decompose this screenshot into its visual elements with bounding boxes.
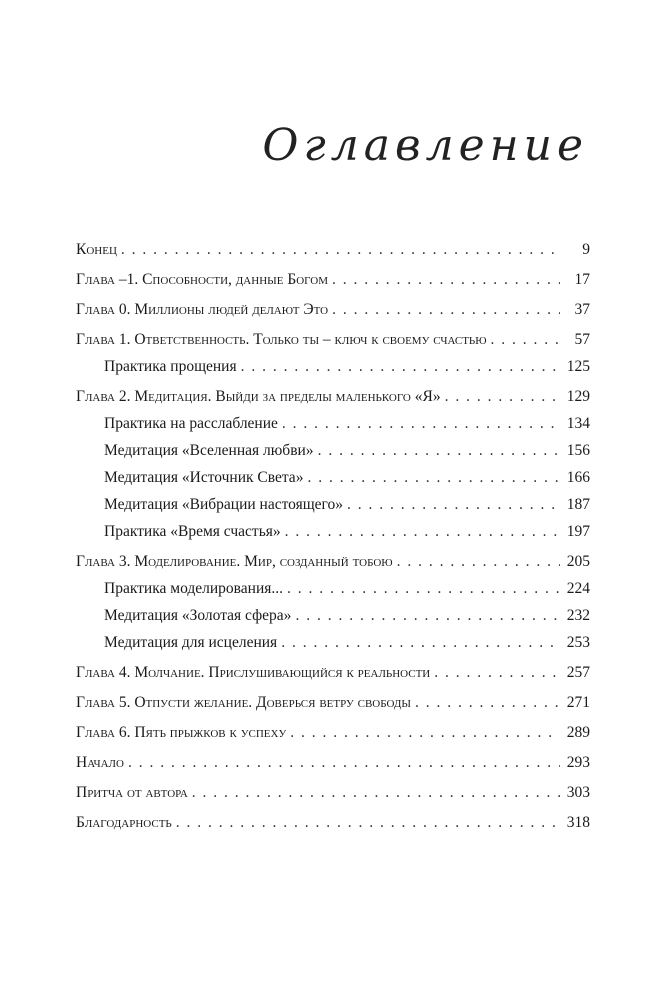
- toc-entry-title: Практика на расслабление: [104, 415, 278, 432]
- toc-subentry: [76, 353, 590, 380]
- toc-entry: [76, 719, 590, 746]
- toc-entry: [76, 326, 590, 353]
- dot-leader: [290, 719, 560, 746]
- toc-page-number: 125: [566, 358, 590, 375]
- toc-subentry: [76, 491, 590, 518]
- toc-entry-title: Конец: [76, 241, 117, 258]
- toc-entry: [76, 548, 590, 575]
- toc-entry: [76, 659, 590, 686]
- toc-entry: [76, 749, 590, 776]
- toc-entry: [76, 779, 590, 806]
- toc-entry: [76, 689, 590, 716]
- toc-entry-title: Медитация «Золотая сфера»: [104, 607, 292, 624]
- toc-entry-title: Практика прощения: [104, 358, 237, 375]
- dot-leader: [347, 491, 560, 518]
- toc-entry-title: Глава 3. Моделирование. Мир, созданный тобою: [76, 553, 393, 570]
- page-title: Оглавление: [262, 120, 588, 171]
- toc-page-number: 318: [566, 814, 590, 831]
- toc-page-number: 187: [566, 496, 590, 513]
- toc-entry-title: Глава –1. Способности, данные Богом: [76, 271, 328, 288]
- toc-subentry: [76, 518, 590, 545]
- toc-entry-title: Начало: [76, 754, 124, 771]
- toc-entry-title: Глава 2. Медитация. Выйди за пределы маленького «Я»: [76, 388, 441, 405]
- dot-leader: [176, 809, 560, 836]
- toc-entry-title: Медитация «Вселенная любви»: [104, 442, 314, 459]
- toc-entry-title: Медитация «Вибрации настоящего»: [104, 496, 344, 513]
- dot-leader: [491, 326, 560, 353]
- dot-leader: [241, 353, 560, 380]
- dot-leader: [434, 659, 560, 686]
- dot-leader: [332, 266, 560, 293]
- dot-leader: [332, 296, 560, 323]
- dot-leader: [282, 410, 560, 437]
- toc-page-number: 232: [566, 607, 590, 624]
- toc-entry-title: Притча от автора: [76, 784, 188, 801]
- toc-subentry: [76, 410, 590, 437]
- toc-page-number: 293: [566, 754, 590, 771]
- dot-leader: [295, 602, 560, 629]
- toc-page-number: 9: [582, 241, 590, 258]
- dot-leader: [415, 689, 560, 716]
- toc-subentry: [76, 629, 590, 656]
- toc-entry: [76, 809, 590, 836]
- toc-entry: [76, 383, 590, 410]
- toc-page-number: 271: [566, 694, 590, 711]
- toc-entry: [76, 296, 590, 323]
- toc-page-number: 197: [566, 523, 590, 540]
- table-of-contents: [76, 236, 590, 836]
- toc-entry-title: Глава 1. Ответственность. Только ты – ключ к своему счастью: [76, 331, 487, 348]
- dot-leader: [397, 548, 560, 575]
- dot-leader: [192, 779, 560, 806]
- toc-entry-title: Глава 4. Молчание. Прислушивающийся к реальности: [76, 664, 431, 681]
- toc-entry: [76, 266, 590, 293]
- toc-entry-title: Благодарность: [76, 814, 172, 831]
- toc-page-number: 17: [574, 271, 590, 288]
- toc-entry-title: Глава 6. Пять прыжков к успеху: [76, 724, 287, 741]
- dot-leader: [445, 383, 560, 410]
- toc-page-number: 224: [566, 580, 590, 597]
- dot-leader: [307, 464, 560, 491]
- dot-leader: [128, 749, 560, 776]
- toc-page-number: 129: [566, 388, 590, 405]
- dot-leader: [285, 518, 560, 545]
- toc-page-number: 166: [566, 469, 590, 486]
- toc-entry-title: Медитация «Источник Света»: [104, 469, 304, 486]
- toc-page-number: 303: [566, 784, 590, 801]
- toc-page-number: 205: [566, 553, 590, 570]
- dot-leader: [121, 236, 560, 263]
- toc-entry-title: Практика моделирования...: [104, 580, 284, 597]
- toc-page-number: 134: [566, 415, 590, 432]
- toc-page-number: 156: [566, 442, 590, 459]
- toc-entry-title: Практика «Время счастья»: [104, 523, 281, 540]
- toc-subentry: [76, 464, 590, 491]
- toc-entry-title: Глава 5. Отпусти желание. Доверься ветру свободы: [76, 694, 411, 711]
- toc-subentry: [76, 437, 590, 464]
- dot-leader: [281, 629, 560, 656]
- toc-page-number: 37: [574, 301, 590, 318]
- toc-page-number: 257: [566, 664, 590, 681]
- toc-page-number: 253: [566, 634, 590, 651]
- dot-leader: [287, 575, 560, 602]
- toc-entry-title: Глава 0. Миллионы людей делают Это: [76, 301, 329, 318]
- dot-leader: [318, 437, 560, 464]
- toc-page-number: 57: [574, 331, 590, 348]
- toc-entry: [76, 236, 590, 263]
- toc-subentry: [76, 602, 590, 629]
- toc-page-number: 289: [566, 724, 590, 741]
- toc-entry-title: Медитация для исцеления: [104, 634, 278, 651]
- toc-subentry: [76, 575, 590, 602]
